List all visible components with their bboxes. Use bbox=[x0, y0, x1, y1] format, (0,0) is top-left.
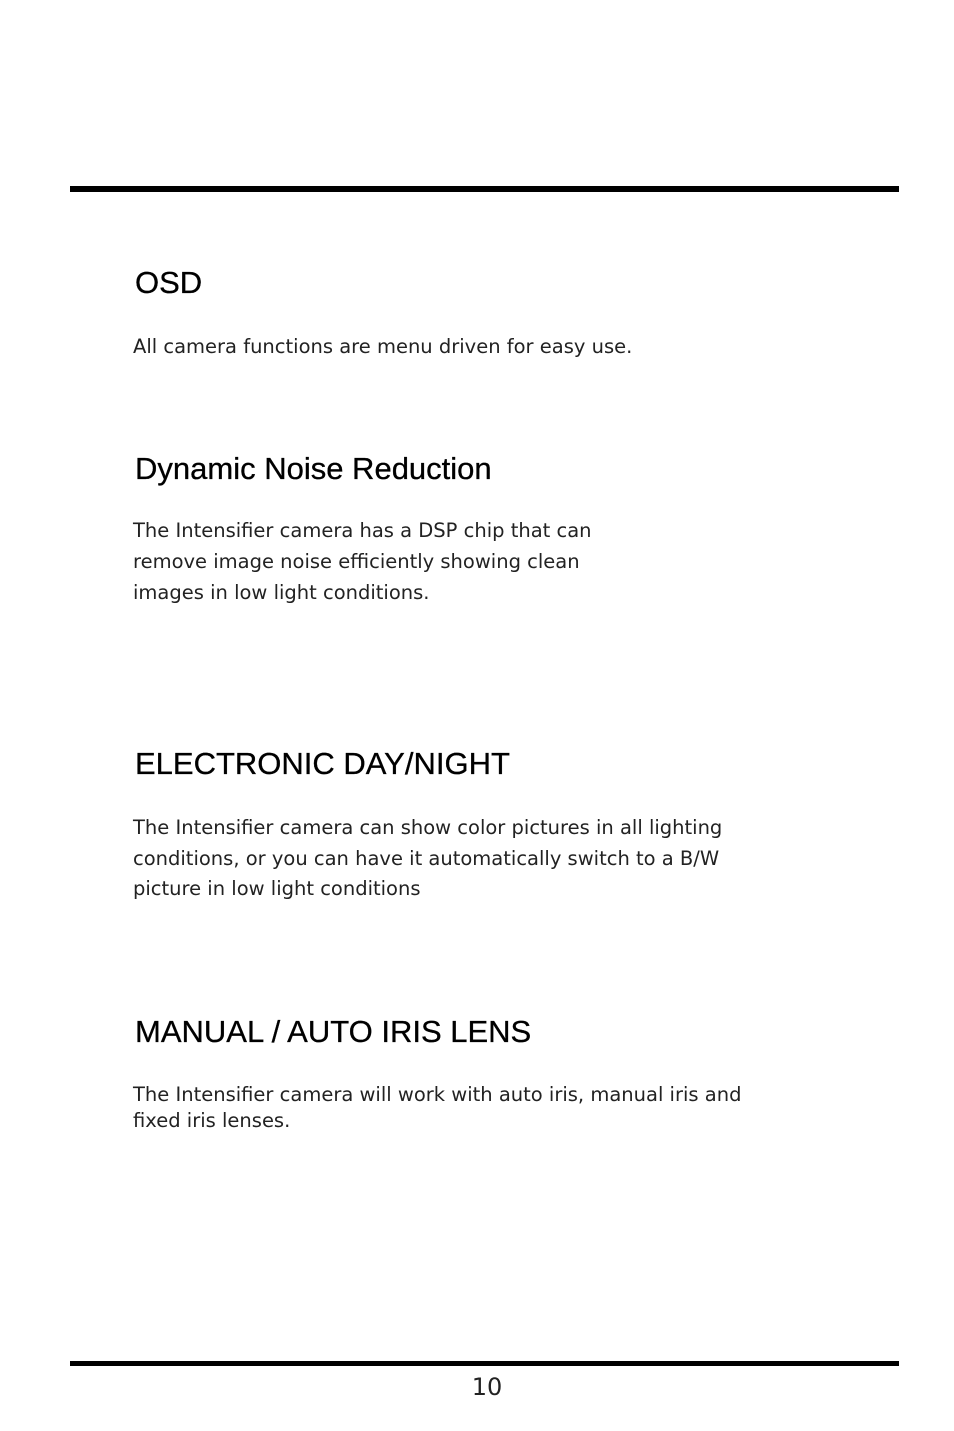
body-line: remove image noise efficiently showing clean bbox=[133, 550, 580, 573]
section-heading-osd: OSD bbox=[135, 265, 203, 300]
page-number: 10 bbox=[471, 1373, 503, 1401]
section-heading-dynamic-noise-reduction: Dynamic Noise Reduction bbox=[135, 451, 492, 486]
body-line: The Intensifier camera has a DSP chip that can bbox=[133, 519, 592, 542]
body-line: picture in low light conditions bbox=[133, 877, 421, 900]
body-line: conditions, or you can have it automatically switch to a B/W bbox=[133, 846, 720, 870]
section-body-dynamic-noise-reduction bbox=[133, 515, 592, 608]
section-heading-electronic-day-night: ELECTRONIC DAY/NIGHT bbox=[135, 746, 510, 781]
body-line: images in low light conditions. bbox=[133, 581, 430, 604]
section-body-osd bbox=[133, 334, 632, 360]
body-line: The Intensifier camera can show color pictures in all lighting bbox=[133, 816, 723, 839]
section-heading-manual-auto-iris-lens: MANUAL / AUTO IRIS LENS bbox=[135, 1014, 532, 1049]
bottom-divider-rule bbox=[70, 1361, 899, 1366]
body-line: The Intensifier camera will work with auto iris, manual iris and bbox=[133, 1083, 742, 1106]
top-divider-rule bbox=[70, 186, 899, 192]
body-line: All camera functions are menu driven for easy use. bbox=[133, 335, 633, 358]
body-line: fixed iris lenses. bbox=[133, 1109, 291, 1132]
section-body-manual-auto-iris-lens bbox=[133, 1082, 741, 1134]
section-body-electronic-day-night bbox=[133, 813, 722, 905]
